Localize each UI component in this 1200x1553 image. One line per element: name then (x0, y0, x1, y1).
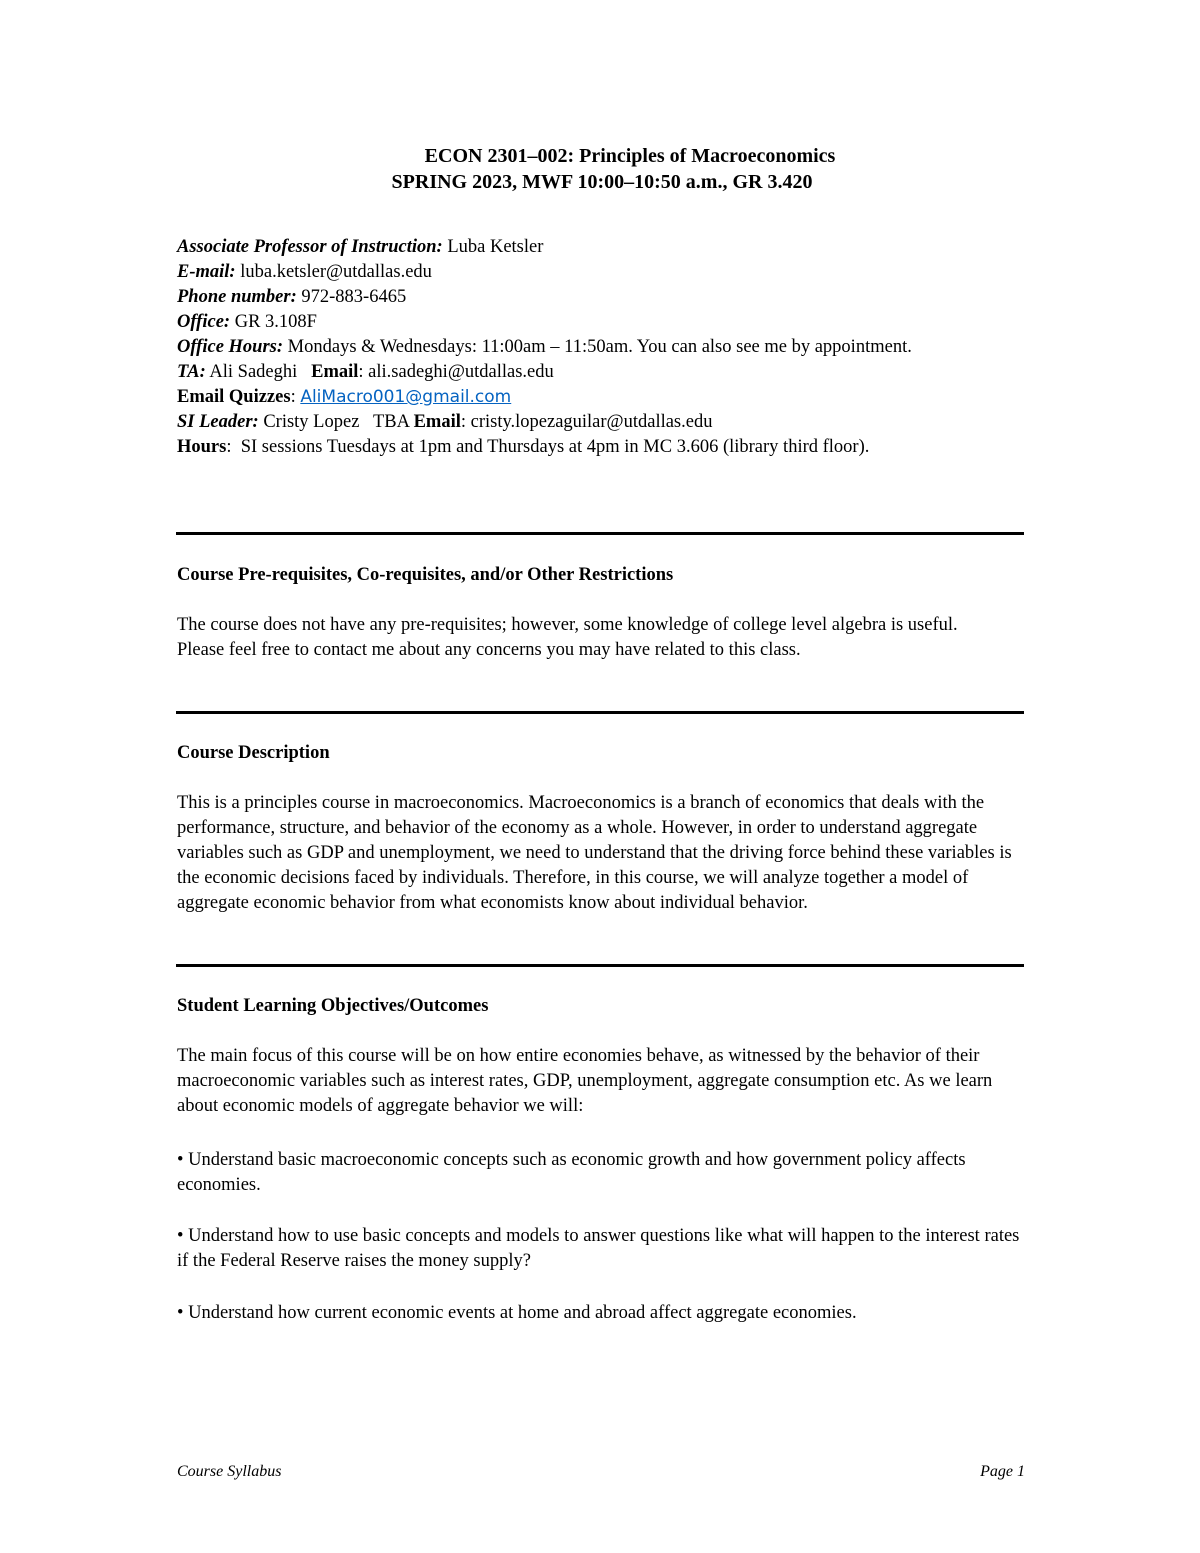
objectives-intro: The main focus of this course will be on how entire economies behave, as witnessed by the behavior of their macroeconomic variables such as interest rates, GDP, unemployment, aggregate consumption etc. As we learn about economic models of aggregate behavior we will: (177, 1046, 993, 1116)
professor-line (177, 235, 1037, 260)
prereq-text: The course does not have any pre-requisites; however, some knowledge of college level algebra is useful. (177, 615, 958, 635)
prereq-contact-text: Please feel free to contact me about any concerns you may have related to this class. (177, 640, 801, 660)
professor-email: luba.ketsler@utdallas.edu (235, 262, 432, 282)
email-label: E-mail: (177, 262, 236, 282)
description-heading: Course Description (177, 743, 330, 763)
footer-page-number: Page 1 (980, 1463, 1025, 1480)
professor-label: Associate Professor of Instruction: (177, 237, 443, 257)
office-location: GR 3.108F (230, 312, 317, 332)
contact-info (177, 235, 1037, 460)
si-hours: : SI sessions Tuesdays at 1pm and Thursdays at 4pm in MC 3.606 (library third floor). (226, 437, 870, 457)
objective-bullet-3: • Understand how current economic events at home and abroad affect aggregate economies. (177, 1303, 857, 1323)
ta-line (177, 360, 1037, 385)
divider-3 (176, 964, 1024, 967)
si-hours-line (177, 435, 1037, 460)
si-leader-line (177, 410, 1037, 435)
si-leader-name: Cristy Lopez TBA (258, 412, 414, 432)
si-leader-label: SI Leader: (177, 412, 259, 432)
si-hours-label: Hours (177, 437, 227, 457)
si-email-label: Email (413, 412, 461, 432)
office-line (177, 310, 1037, 335)
office-hours: Mondays & Wednesdays: 11:00am – 11:50am. You can also see me by appointment. (283, 337, 912, 357)
document-title (0, 143, 1200, 195)
ta-name: Ali Sadeghi (205, 362, 312, 382)
course-schedule: SPRING 2023, MWF 10:00–10:50 a.m., GR 3.420 (391, 171, 813, 193)
divider-2 (176, 711, 1024, 714)
quiz-email-link[interactable]: AliMacro001@gmail.com (300, 387, 512, 407)
office-hours-line (177, 335, 1037, 360)
prereq-section (177, 563, 1027, 663)
ta-label: TA: (177, 362, 206, 382)
quiz-email-label: Email Quizzes (177, 387, 291, 407)
phone-line (177, 285, 1037, 310)
office-label: Office: (177, 312, 231, 332)
objective-bullet-2: • Understand how to use basic concepts and models to answer questions like what will happen to the interest rates if the Federal Reserve raises the money supply? (177, 1226, 1020, 1271)
quiz-email-sep: : (290, 387, 301, 407)
prereq-heading: Course Pre-requisites, Co-requisites, and/or Other Restrictions (177, 565, 674, 585)
course-title: ECON 2301–002: Principles of Macroeconomics (424, 145, 836, 167)
description-section (177, 741, 1027, 916)
email-line (177, 260, 1037, 285)
ta-email-label: Email (311, 362, 359, 382)
objectives-heading: Student Learning Objectives/Outcomes (177, 996, 489, 1016)
objective-bullet-1: • Understand basic macroeconomic concepts such as economic growth and how government policy affects economies. (177, 1150, 966, 1195)
professor-name: Luba Ketsler (442, 237, 544, 257)
ta-email: : ali.sadeghi@utdallas.edu (358, 362, 554, 382)
description-text: This is a principles course in macroeconomics. Macroeconomics is a branch of economics that deals with the performance, structure, and behavior of the economy as a whole. However, in order to understand aggregate variables such as GDP and unemployment, we need to understand that the driving force behind these variables is the economic decisions faced by individuals. Therefore, in this course, we will analyze together a model of aggregate economic behavior from what economists know about individual behavior. (177, 793, 1012, 913)
footer-doc-name: Course Syllabus (177, 1463, 282, 1480)
objectives-section (177, 994, 1027, 1326)
office-hours-label: Office Hours: (177, 337, 284, 357)
quiz-email-line (177, 385, 1037, 410)
si-email: : cristy.lopezaguilar@utdallas.edu (460, 412, 713, 432)
divider-1 (176, 532, 1024, 535)
phone-number: 972-883-6465 (296, 287, 407, 307)
phone-label: Phone number: (177, 287, 297, 307)
